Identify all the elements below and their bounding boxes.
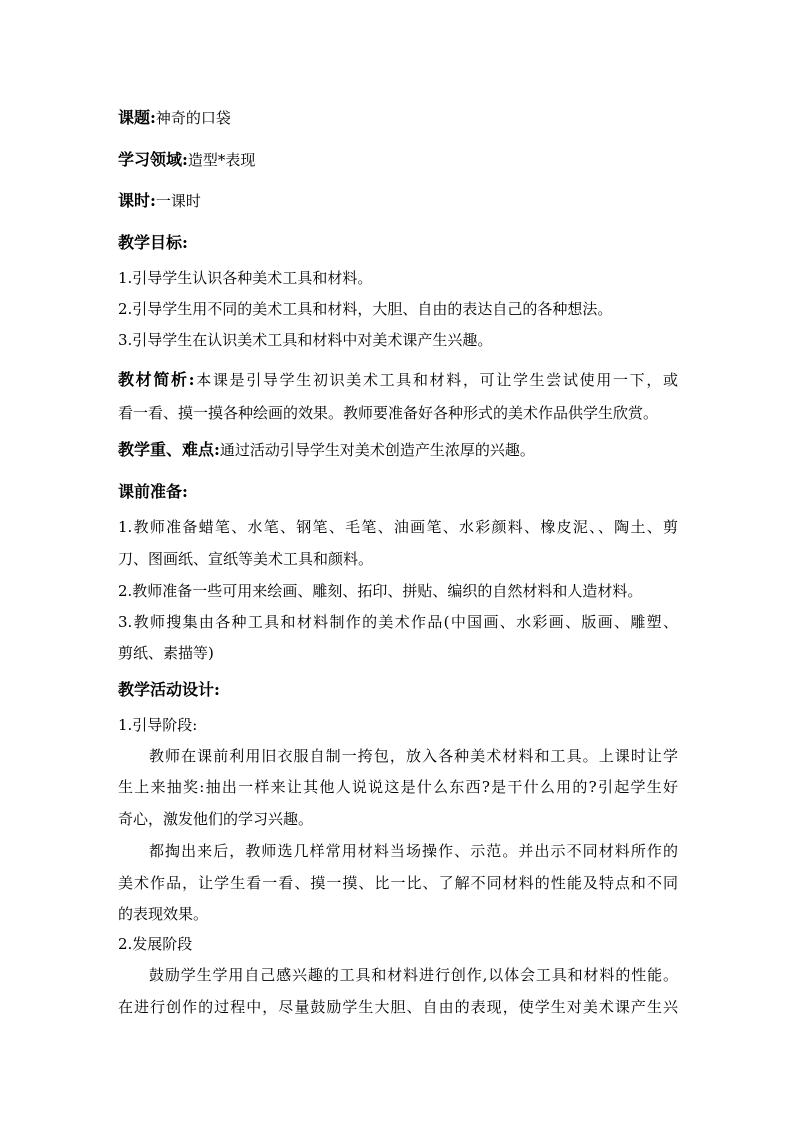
activity-heading: 教学活动设计: <box>118 680 220 699</box>
prep-line: 1.教师准备蜡笔、水笔、钢笔、毛笔、油画笔、水彩颜料、橡皮泥、、陶土、剪 <box>118 518 678 536</box>
prep-line: 3.教师搜集由各种工具和材料制作的美术作品(中国画、水彩画、版画、雕塑、 <box>118 613 678 631</box>
prep-heading: 课前准备: <box>118 482 188 501</box>
period-label: 课时: <box>118 191 156 210</box>
stage2-title: 2.发展阶段 <box>118 935 193 953</box>
prep-line: 2.教师准备一些可用来绘画、雕刻、拓印、拼贴、编织的自然材料和人造材料。 <box>118 582 643 600</box>
topic-line <box>118 108 678 128</box>
stage1-title: 1.引导阶段: <box>118 716 198 734</box>
objectives-heading: 教学目标: <box>118 233 188 252</box>
prep-line: 剪纸、素描等) <box>118 644 214 662</box>
analysis-text: 本课是引导学生初识美术工具和材料，可让学生尝试使用一下，或 <box>194 371 678 389</box>
paragraph-line: 在进行创作的过程中，尽量鼓励学生大胆、自由的表现，使学生对美术课产生兴 <box>118 998 678 1016</box>
period-value: 一课时 <box>155 192 201 210</box>
paragraph-line: 美术作品，让学生看一看、摸一摸、比一比、了解不同材料的性能及特点和不同 <box>118 874 678 892</box>
keypoints-value: 通过活动引导学生对美术创造产生浓厚的兴趣。 <box>219 441 535 459</box>
keypoints-label: 教学重、难点: <box>118 440 220 459</box>
topic-value: 神奇的口袋 <box>155 109 231 127</box>
paragraph-line: 教师在课前利用旧衣服自制一挎包，放入各种美术材料和工具。上课时让学 <box>149 747 678 765</box>
analysis-label: 教材简析: <box>118 370 195 389</box>
topic-label: 课题: <box>118 108 156 127</box>
paragraph-line: 的表现效果。 <box>118 905 209 923</box>
paragraph-line: 鼓励学生学用自己感兴趣的工具和材料进行创作,以体会工具和材料的性能。 <box>149 966 678 984</box>
objective-item: 3.引导学生在认识美术工具和材料中对美术课产生兴趣。 <box>118 331 493 349</box>
domain-label: 学习领域: <box>118 150 188 169</box>
domain-line <box>118 150 678 170</box>
paragraph-line: 生上来抽奖:抽出一样来让其他人说说这是什么东西?是干什么用的?引起学生好 <box>118 778 678 796</box>
objective-item: 2.引导学生用不同的美术工具和材料，大胆、自由的表达自己的各种想法。 <box>118 300 613 318</box>
paragraph-line: 奇心，激发他们的学习兴趣。 <box>118 810 314 828</box>
analysis-text: 看一看、摸一摸各种绘画的效果。教师要准备好各种形式的美术作品供学生欣赏。 <box>118 404 659 422</box>
domain-value: 造型*表现 <box>187 151 256 169</box>
paragraph-line: 都掏出来后，教师选几样常用材料当场操作、示范。并出示不同材料所作的 <box>149 842 678 860</box>
keypoints-line <box>118 440 678 460</box>
objective-item: 1.引导学生认识各种美术工具和材料。 <box>118 269 373 287</box>
analysis-line <box>118 370 678 390</box>
prep-line: 刀、图画纸、宣纸等美术工具和颜料。 <box>118 550 374 568</box>
period-line <box>118 191 678 211</box>
